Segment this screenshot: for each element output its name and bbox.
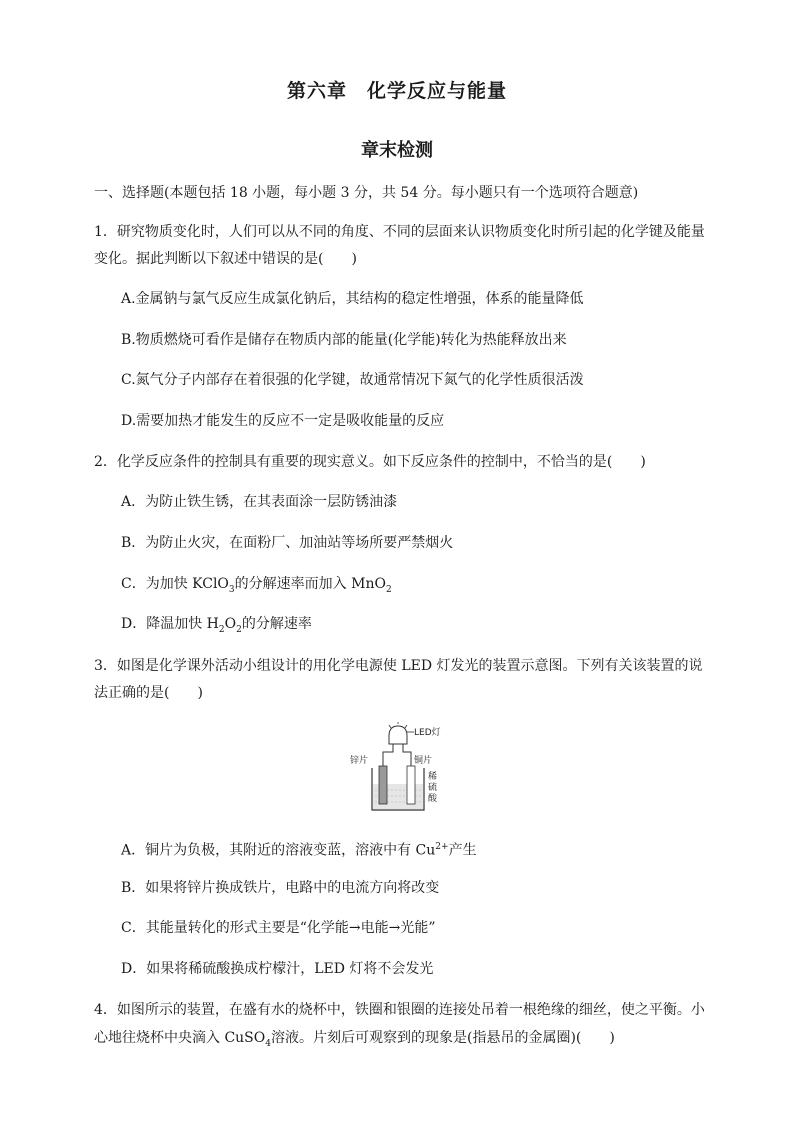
q2-option-d-text1: D．降温加快 H (121, 616, 219, 632)
q4-stem-sub: 4 (265, 1038, 271, 1049)
q3-stem-line2: 法正确的是( ) (94, 685, 203, 701)
q4-stem-text2: 溶液。片刻后可观察到的现象是(指悬吊的金属圈)( ) (270, 1030, 615, 1046)
q2-option-b: B．为防止火灾，在面粉厂、加油站等场所要严禁烟火 (121, 535, 454, 551)
q2-option-c-text1: C．为加快 KClO (121, 576, 229, 592)
q3-option-c: C．其能量转化的形式主要是“化学能→电能→光能” (121, 920, 436, 936)
q2-option-d-sub2: 2 (236, 624, 242, 635)
wire-right (403, 744, 411, 766)
q2-stem: 2．化学反应条件的控制具有重要的现实意义。如下反应条件的控制中，不恰当的是( ) (94, 454, 646, 470)
led-bulb-icon (389, 726, 407, 744)
q3-option-a-sup: 2+ (435, 842, 449, 852)
q3-option-b: B．如果将锌片换成铁片，电路中的电流方向将改变 (121, 880, 440, 896)
q3-stem-line1: 3．如图是化学课外活动小组设计的用化学电源使 LED 灯发光的装置示意图。下列有关该装置的说 (94, 658, 703, 674)
page-subtitle: 章末检测 (361, 140, 433, 161)
q2-option-c-sub1: 3 (228, 584, 235, 595)
q2-option-a: A．为防止铁生锈，在其表面涂一层防锈油漆 (121, 494, 398, 510)
zinc-label: 锌片 (350, 756, 369, 766)
battery-led-diagram (348, 722, 448, 814)
q2-option-c-text2: 的分解速率而加入 MnO (234, 576, 386, 592)
q4-stem-line1: 4．如图所示的装置，在盛有水的烧杯中，铁圈和银圈的连接处吊着一根绝缘的细丝，使之平衡。小 (94, 1002, 705, 1018)
acid-label-1: 稀 (428, 772, 438, 782)
q1-option-c: C.氮气分子内部存在着很强的化学键，故通常情况下氮气的化学性质很活泼 (121, 372, 584, 388)
q2-option-d-text2: O (224, 616, 237, 632)
q3-option-a-text1: A．铜片为负极，其附近的溶液变蓝，溶液中有 Cu (121, 842, 436, 859)
page-title: 第六章 化学反应与能量 (286, 80, 507, 102)
q4-stem-line2 (94, 1028, 615, 1054)
q2-option-d (121, 614, 312, 640)
q4-stem-text1: 心地往烧杯中央滴入 CuSO (94, 1030, 266, 1046)
copper-label: 铜片 (414, 756, 433, 766)
q2-option-d-sub1: 2 (218, 624, 225, 635)
q1-stem-line1: 1．研究物质变化时，人们可以从不同的角度、不同的层面来认识物质变化时所引起的化学键及能量 (94, 224, 705, 240)
acid-label-2: 硫 (428, 783, 438, 793)
led-glow-icon (389, 722, 407, 728)
q3-option-a-text2: 产生 (448, 842, 477, 859)
q3-option-d: D．如果将稀硫酸换成柠檬汁，LED 灯将不会发光 (121, 961, 434, 977)
copper-electrode (407, 766, 415, 804)
q1-option-a: A.金属钠与氯气反应生成氯化钠后，其结构的稳定性增强，体系的能量降低 (121, 291, 584, 307)
q1-stem-line2: 变化。据此判断以下叙述中错误的是( ) (94, 251, 357, 267)
acid-label-3: 酸 (428, 794, 438, 804)
q1-option-d: D.需要加热才能发生的反应不一定是吸收能量的反应 (121, 413, 445, 429)
wire-left (383, 744, 393, 766)
q3-option-a (121, 837, 477, 861)
section-heading: 一、选择题(本题包括 18 小题，每小题 3 分，共 54 分。每小题只有一个选项符合题意) (94, 185, 639, 201)
zinc-electrode (379, 766, 387, 804)
led-label: LED灯 (414, 728, 441, 738)
q2-option-d-text3: 的分解速率 (241, 616, 312, 632)
q2-option-c (121, 574, 392, 600)
q1-option-b: B.物质燃烧可看作是储存在物质内部的能量(化学能)转化为热能释放出来 (121, 332, 567, 348)
q2-option-c-sub2: 2 (385, 584, 392, 595)
